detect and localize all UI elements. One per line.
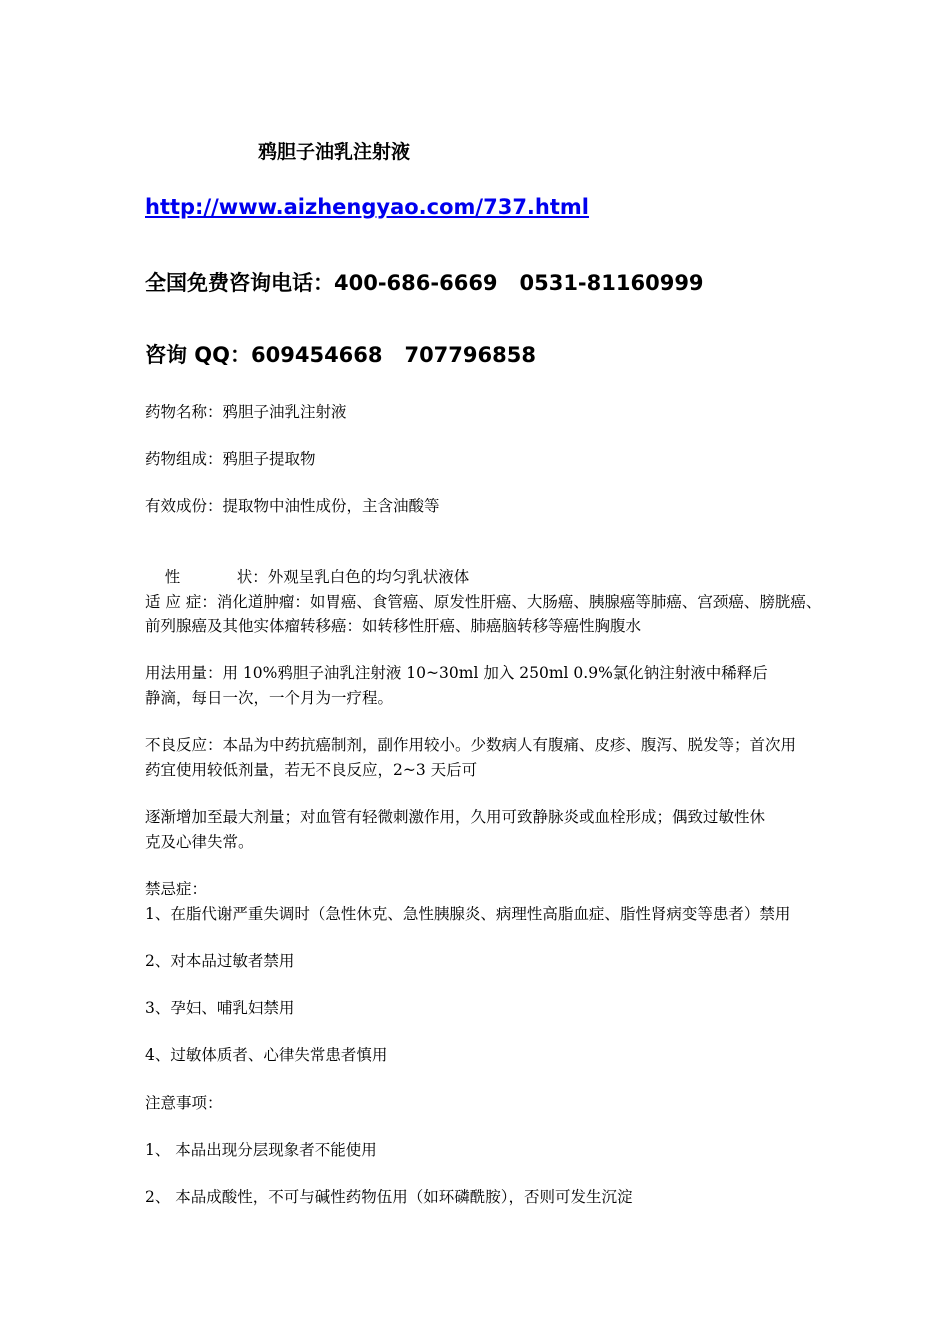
notes-item: 2、 本品成酸性，不可与碱性药物伍用（如环磷酰胺），否则可发生沉淀 [145,1188,633,1206]
property-text: 状：外观呈乳白色的均匀乳状液体 [236,568,470,586]
contraindication-item: 1、在脂代谢严重失调时（急性休克、急性胰腺炎、病理性高脂血症、脂性肾病变等患者）禁用 [145,905,791,923]
composition-line: 药物组成：鸦胆子提取物 [145,450,316,468]
contraindication-label: 禁忌症： [145,880,208,898]
usage-line-2: 静滴，每日一次，一个月为一疗程。 [145,689,394,707]
contraindication-item: 3、孕妇、哺乳妇禁用 [145,999,295,1017]
ingredient-line: 有效成份：提取物中油性成份，主含油酸等 [145,497,440,515]
indication-line-1: 适 应 症：消化道肿瘤：如胃癌、食管癌、原发性肝癌、大肠癌、胰腺癌等肺癌、宫颈癌、膀胱癌、 [145,593,822,611]
phone-line: 全国免费咨询电话：400-686-6669 0531-81160999 [145,271,704,295]
document-title: 鸦胆子油乳注射液 [258,141,411,163]
contraindication-item: 2、对本品过敏者禁用 [145,952,295,970]
drug-name-line: 药物名称：鸦胆子油乳注射液 [145,403,347,421]
usage-line-1: 用法用量：用 10%鸦胆子油乳注射液 10~30ml 加入 250ml 0.9%氯化钠注射液中稀释后 [145,664,768,682]
notes-item: 1、 本品出现分层现象者不能使用 [145,1141,377,1159]
contraindication-item: 4、过敏体质者、心律失常患者慎用 [145,1046,388,1064]
adverse-line-2: 药宜使用较低剂量，若无不良反应，2~3 天后可 [145,761,478,779]
property-label: 性 [164,568,181,586]
product-link[interactable]: http://www.aizhengyao.com/737.html [145,195,589,219]
qq-line: 咨询 QQ：609454668 707796858 [145,343,536,367]
indication-line-2: 前列腺癌及其他实体瘤转移癌：如转移性肝癌、肺癌脑转移等癌性胸腹水 [145,617,642,635]
notes-label: 注意事项： [145,1094,223,1112]
adverse-line-1: 不良反应：本品为中药抗癌制剂，副作用较小。少数病人有腹痛、皮疹、腹泻、脱发等；首次用 [145,736,797,754]
adverse-line-4: 克及心律失常。 [145,833,254,851]
adverse-line-3: 逐渐增加至最大剂量；对血管有轻微刺激作用，久用可致静脉炎或血栓形成；偶致过敏性休 [145,808,766,826]
